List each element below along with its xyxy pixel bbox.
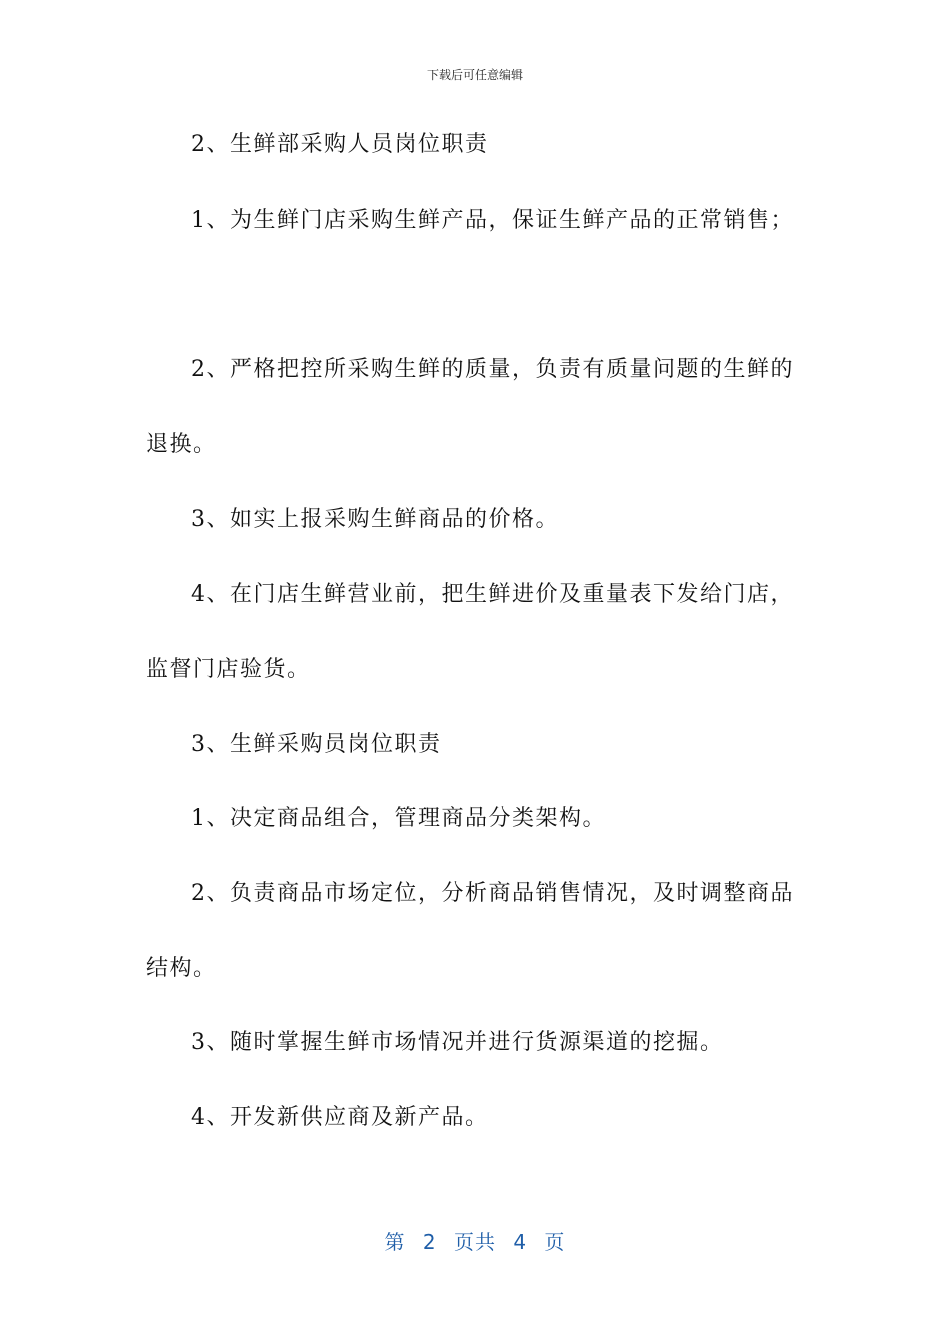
section-heading: 2、生鲜部采购人员岗位职责 [191,132,489,157]
paragraph-line: 退换。 [146,432,217,457]
section-heading: 3、生鲜采购员岗位职责 [191,732,442,757]
paragraph-line: 2、严格把控所采购生鲜的质量，负责有质量问题的生鲜的 [191,357,794,382]
paragraph-line: 1、为生鲜门店采购生鲜产品，保证生鲜产品的正常销售； [191,208,794,233]
paragraph-line: 1、决定商品组合，管理商品分类架构。 [191,806,606,831]
paragraph-line: 4、在门店生鲜营业前，把生鲜进价及重量表下发给门店， [191,582,794,607]
paragraph-line: 监督门店验货。 [146,657,311,682]
paragraph-line: 3、如实上报采购生鲜商品的价格。 [191,507,559,532]
page-number: 第 2 页共 4 页 [384,1230,566,1254]
header-note: 下载后可任意编辑 [426,68,523,82]
paragraph-line: 2、负责商品市场定位，分析商品销售情况，及时调整商品 [191,881,794,906]
paragraph-line: 4、开发新供应商及新产品。 [191,1105,489,1130]
paragraph-line: 3、随时掌握生鲜市场情况并进行货源渠道的挖掘。 [191,1030,724,1055]
paragraph-line: 结构。 [146,956,217,981]
